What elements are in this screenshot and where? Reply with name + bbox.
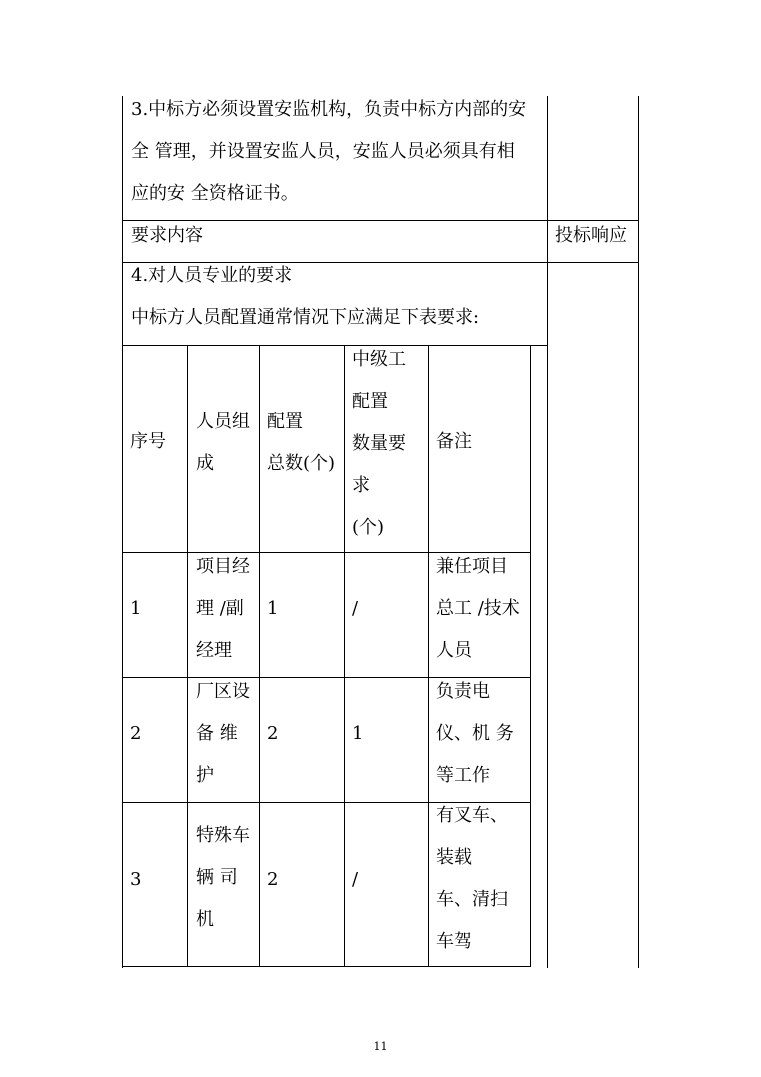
row-3-total: 2 [267,869,279,890]
row-2-role-line: 备 维 [196,723,238,744]
requirement-content-header: 要求内容 [131,225,203,246]
row-1-role-line: 经理 [196,640,232,661]
row-3-remark [436,795,508,963]
header-total-text: 总数(个) [267,453,336,474]
row-1-role-line: 项目经 [196,556,250,577]
row-2-remark-line: 负责电 [436,681,490,702]
row-1-mid: / [352,598,359,619]
row-3-remark-line: 装载 [436,847,472,868]
row-2-role [196,671,250,797]
row-3-role-line: 机 [196,909,214,930]
row-1-remark-line: 人员 [436,640,472,661]
row-2-no: 2 [130,723,142,744]
clause-4-title: 4.对人员专业的要求 [131,265,293,286]
header-mid-text: 配置 [352,391,388,412]
row-1-remark-line: 总工 /技术 [436,598,520,619]
header-cell-remark [436,421,472,463]
header-cell-no [130,421,166,463]
row-2-remark [436,671,514,797]
row-2-total: 2 [267,723,279,744]
clause-3-line: 全 管理，并设置安监人员，安监人员必须具有相 [131,141,515,162]
row-1-remark [436,546,520,672]
header-row-top-border [122,220,639,221]
row-3-remark-line: 车、清扫 [436,889,508,910]
row-1-total: 1 [267,598,279,619]
header-cell-role [196,401,250,485]
staff-col-divider-2 [259,345,260,967]
row-3-role-line: 辆 司 [196,867,238,888]
header-remark-text: 备注 [436,431,472,452]
header-cell-total [267,401,335,485]
staff-col-divider-3 [344,345,345,967]
row-2-role-line: 护 [196,765,214,786]
row-1-remark-line: 兼任项目 [436,556,508,577]
staff-col-divider-5 [530,345,531,967]
row-3-no: 3 [130,869,142,890]
row-3-role-line: 特殊车 [196,825,250,846]
row-1-no: 1 [130,598,142,619]
staff-col-divider-4 [428,345,429,967]
header-total-text: 配置 [267,411,303,432]
clause-4-intro: 中标方人员配置通常情况下应满足下表要求: [131,307,480,328]
page-number: 11 [373,1040,388,1053]
header-row-bottom-border [122,262,639,263]
header-cell-mid-level [352,339,406,549]
clause-3-text [131,89,526,215]
row-3-mid: / [352,869,359,890]
outer-middle-border [547,96,548,968]
row-1-role [196,546,250,672]
bid-response-header: 投标响应 [555,225,627,246]
row-2-role-line: 厂区设 [196,681,250,702]
clause-3-line: 应的安 全资格证书。 [131,183,299,204]
header-mid-text: 数量要 [352,433,406,454]
header-role-text: 人员组 [196,411,250,432]
header-mid-text: 求 [352,475,370,496]
header-role-text: 成 [196,453,214,474]
header-mid-text: (个) [352,517,385,538]
header-no-text: 序号 [130,431,166,452]
header-mid-text: 中级工 [352,349,406,370]
row-3-remark-line: 有叉车、 [436,805,508,826]
outer-right-border [638,96,639,968]
staff-col-divider-1 [187,345,188,967]
outer-left-border [122,96,123,968]
row-3-remark-line: 车驾 [436,931,472,952]
row-1-role-line: 理 /副 [196,598,244,619]
staff-table-bottom-border [122,966,531,967]
row-2-remark-line: 仪、机 务 [436,723,514,744]
row-2-remark-line: 等工作 [436,765,490,786]
row-3-role [196,815,250,941]
row-2-mid: 1 [352,723,364,744]
clause-3-line: 3.中标方必须设置安监机构，负责中标方内部的安 [131,99,527,120]
staff-table-top-border [122,345,548,346]
